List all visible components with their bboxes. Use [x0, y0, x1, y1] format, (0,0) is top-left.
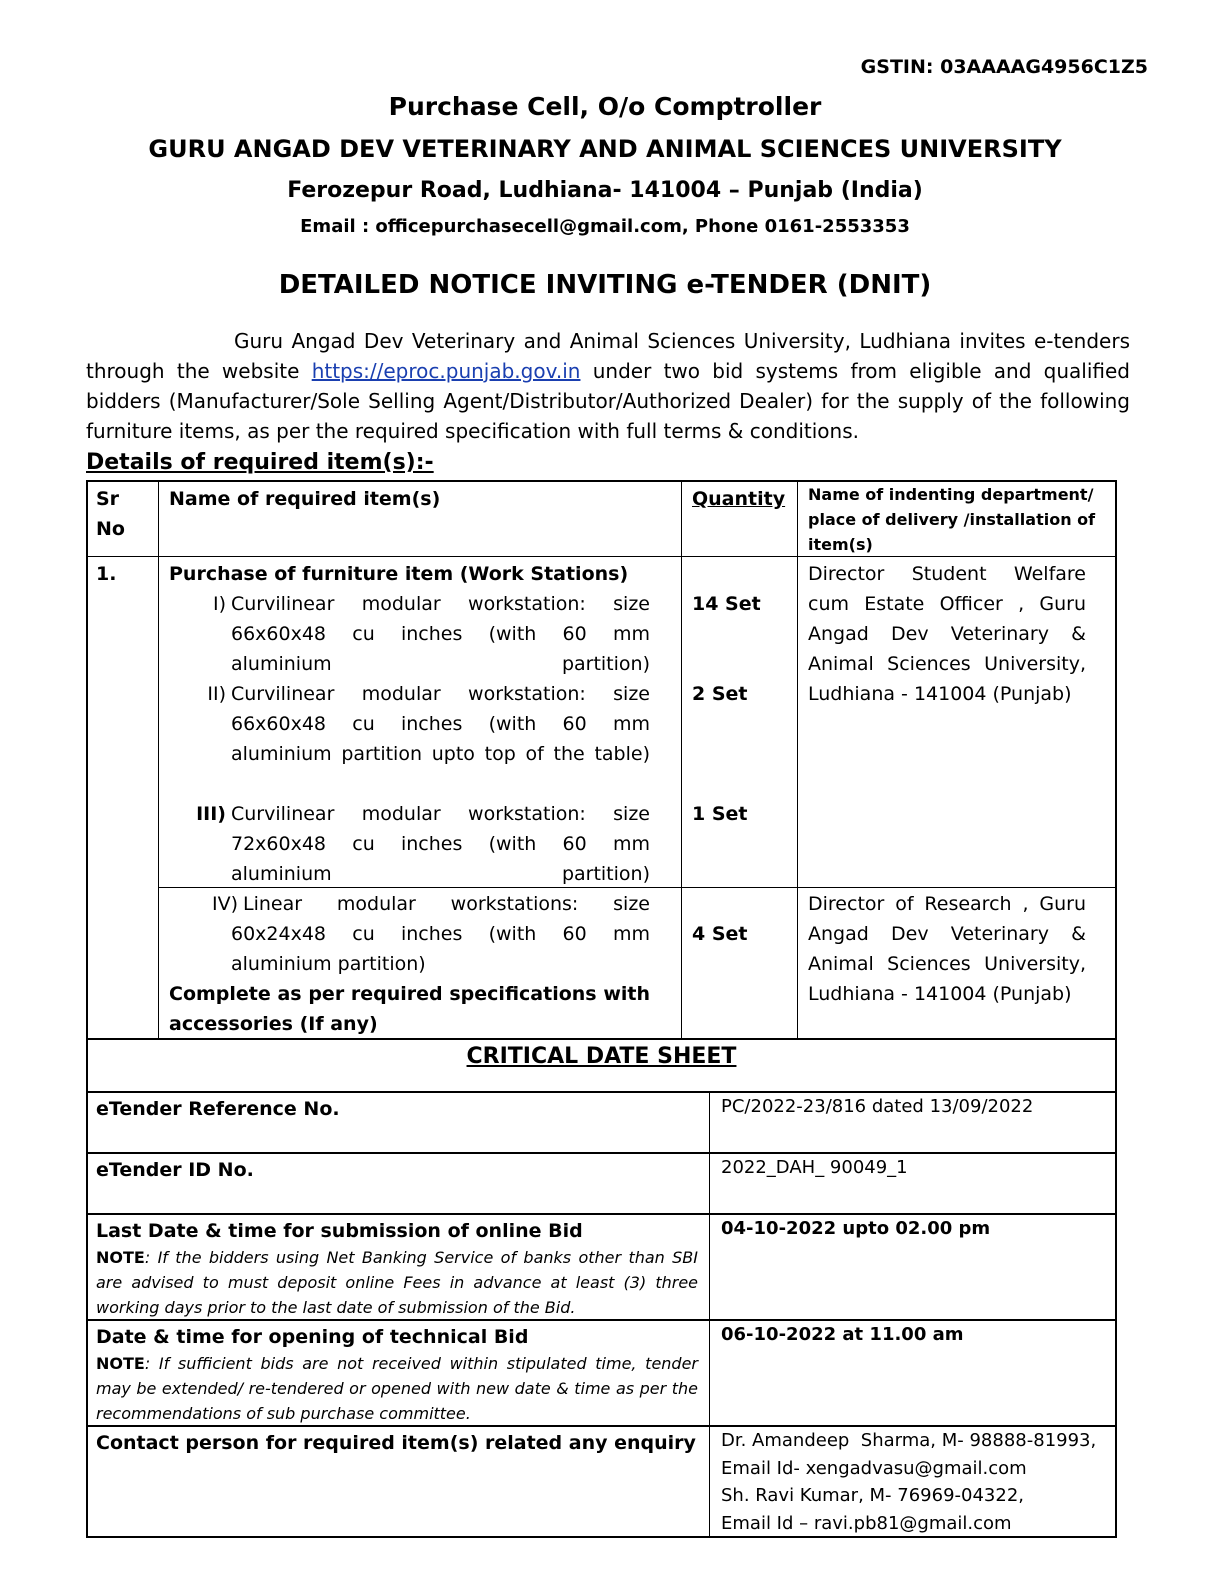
item-text-4: 60x24x48 cu inches (with 60 mm aluminium partition): [231, 923, 650, 975]
header-sr-no: Sr No: [96, 488, 125, 540]
details-heading: Details of required item(s):-: [86, 450, 434, 475]
item-qty-2: 2 Set: [692, 683, 748, 705]
gstin: GSTIN: 03AAAAG4956C1Z5: [860, 56, 1148, 78]
header-department: Name of indenting department/ place of delivery /installation of item(s): [808, 485, 1096, 554]
submission-note-text: : If the bidders using Net Banking Service of banks other than SBI are advised to must deposit online Fees in advance at least (3) three working days prior to the last date of submission of the Bid.: [96, 1248, 698, 1317]
intro-text-2: under two bid systems from eligible and qualified bidders (Manufacturer/Sole Selling Agent/Distributor/Authorized Dealer) for the supply of the following furniture items, as per the required specification with full terms & conditions.: [86, 359, 1130, 443]
submission-note: [96, 1245, 698, 1320]
tender-ref-value: PC/2022-23/816 dated 13/09/2022: [721, 1096, 1034, 1117]
contact-line-4: Email Id – ravi.pb81@gmail.com: [721, 1512, 1012, 1534]
contact-line: Email : officepurchasecell@gmail.com, Phone 0161-2553353: [300, 216, 910, 237]
department-2: Director of Research , Guru Angad Dev Veterinary & Animal Sciences University, Ludhiana - 141004 (Punjab): [808, 893, 1086, 1005]
item-qty-3: 1 Set: [692, 803, 748, 825]
item-text-4a: Linear modular workstations: size: [243, 893, 650, 915]
university-name: GURU ANGAD DEV VETERINARY AND ANIMAL SCIENCES UNIVERSITY: [148, 135, 1062, 163]
header-quantity: Quantity: [692, 488, 786, 510]
item-text-3: Curvilinear modular workstation: size 72x60x48 cu inches (with 60 mm aluminium partition): [231, 803, 650, 885]
item-qty-1: 14 Set: [692, 593, 761, 615]
opening-note-label: NOTE: [96, 1354, 145, 1373]
opening-note: [96, 1351, 698, 1426]
department-1: Director Student Welfare cum Estate Officer , Guru Angad Dev Veterinary & Animal Sciences University, Ludhiana - 141004 (Punjab): [808, 563, 1086, 705]
tender-ref-label: eTender Reference No.: [96, 1098, 340, 1120]
item-text-1: Curvilinear modular workstation: size 66x60x48 cu inches (with 60 mm aluminium partition): [231, 593, 650, 675]
intro-text-1: Guru Angad Dev Veterinary and Animal Sciences University, Ludhiana invites e-tenders through the website: [86, 329, 1130, 383]
contact-line-1: Dr. Amandeep Sharma, M- 98888-81993,: [721, 1430, 1097, 1451]
intro-paragraph: [86, 326, 1130, 446]
opening-value: 06-10-2022 at 11.00 am: [721, 1324, 964, 1345]
critical-date-heading: CRITICAL DATE SHEET: [466, 1044, 737, 1069]
group-title: Purchase of furniture item (Work Stations): [169, 563, 629, 585]
submission-note-label: NOTE: [96, 1248, 145, 1267]
opening-label: Date & time for opening of technical Bid: [96, 1326, 529, 1348]
tender-id-value: 2022_DAH_ 90049_1: [721, 1157, 908, 1178]
contact-values: [721, 1427, 1111, 1537]
submission-value: 04-10-2022 upto 02.00 pm: [721, 1218, 991, 1239]
item-text-2: Curvilinear modular workstation: size 66x60x48 cu inches (with 60 mm aluminium partition upto top of the table): [231, 683, 650, 765]
item-qty-4: 4 Set: [692, 923, 748, 945]
eproc-link[interactable]: https://eproc.punjab.gov.in: [311, 359, 581, 383]
submission-label: Last Date & time for submission of online Bid: [96, 1220, 583, 1242]
item-number-1: I): [212, 593, 226, 615]
sr-number: 1.: [96, 563, 117, 585]
contact-label: Contact person for required item(s) related any enquiry: [96, 1432, 696, 1454]
document-title: DETAILED NOTICE INVITING e-TENDER (DNIT): [278, 270, 932, 300]
tender-id-label: eTender ID No.: [96, 1159, 254, 1181]
contact-line-3: Sh. Ravi Kumar, M- 76969-04322,: [721, 1485, 1025, 1506]
item-number-3: III): [196, 803, 226, 825]
contact-line-2: Email Id- xengadvasu@gmail.com: [721, 1457, 1027, 1479]
header-item-name: Name of required item(s): [169, 488, 441, 510]
university-address: Ferozepur Road, Ludhiana- 141004 – Punjab (India): [287, 178, 923, 203]
item-number-2: II): [207, 683, 226, 705]
purchase-cell-heading: Purchase Cell, O/o Comptroller: [388, 92, 822, 121]
item-number-4: IV): [211, 893, 238, 915]
opening-note-text: : If sufficient bids are not received within stipulated time, tender may be extended/ re-tendered or opened with new date & time as per the recommendations of sub purchase committee.: [96, 1354, 698, 1423]
complete-note: Complete as per required specifications with accessories (If any): [169, 983, 650, 1035]
